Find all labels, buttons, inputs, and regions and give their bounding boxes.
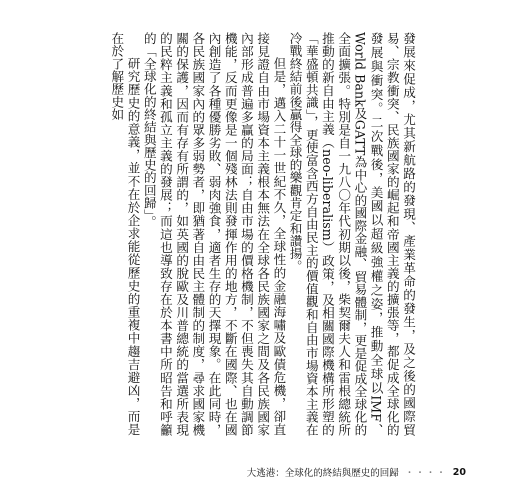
body-text [109, 32, 416, 436]
running-footer [246, 465, 466, 479]
paragraph: 發展來促成，尤其新航路的發現、產業革命的發生，及之後的國際貿易、宗教衝突、民族國家的崛起和帝國主義的擴張等，都促成全球化的發展與衝突。二次戰後，美國以超級強權之姿，推動全球以IMF、World Bank及GATT為中心的國際金融、貿易體制，更是促成全球化的全面擴張。特別是自一九八〇年代初期以後，柴契爾夫人和雷根總統所推動的新自由主義（neo-liberalism）政策，及相關國際機構所形塑的「華盛頓共識」，更使富含西方自由民主的價值觀和自由市場資本主義在冷戰終結前後贏得全球的樂觀肯定和讚揚。 [287, 32, 416, 436]
paragraph: 研究歷史的意義，並不在於企求能從歷史的重複中趨吉避凶，而是在於了解歷史如 [109, 32, 141, 436]
running-title: 大逃港：全球化的終結與歷史的回歸 [246, 468, 399, 479]
paragraph: 但是，邁入二十一世紀不久，全球性的金融海嘯及歐債危機，卻直接見證自由市場資本主義根本無法在全球各民族國家之間及各民族國家內部形成普遍多贏的局面；自由市場的價格機制，不但喪失其自動調節機能，反而更像是一個殘林法則發揮作用的地方，不斷在國際、也在國內創造了各種優勝劣敗、弱肉強食，適者生存的天擇現象。在此同時，各民族國家內的眾多弱勢者，即猶著自由民主體制的制度，尋求國家機關的保護，因而有存有所謂的，如英國的脫歐及川普總統的當選所表現的民粹主義和孤立主義的發展；而這也導致存在於本書中所昭告和呼籲的「全球化的終結與歷史的回歸」。 [141, 32, 287, 436]
footer-separator: ・・・・ [404, 468, 447, 479]
page-number: 20 [452, 466, 466, 478]
